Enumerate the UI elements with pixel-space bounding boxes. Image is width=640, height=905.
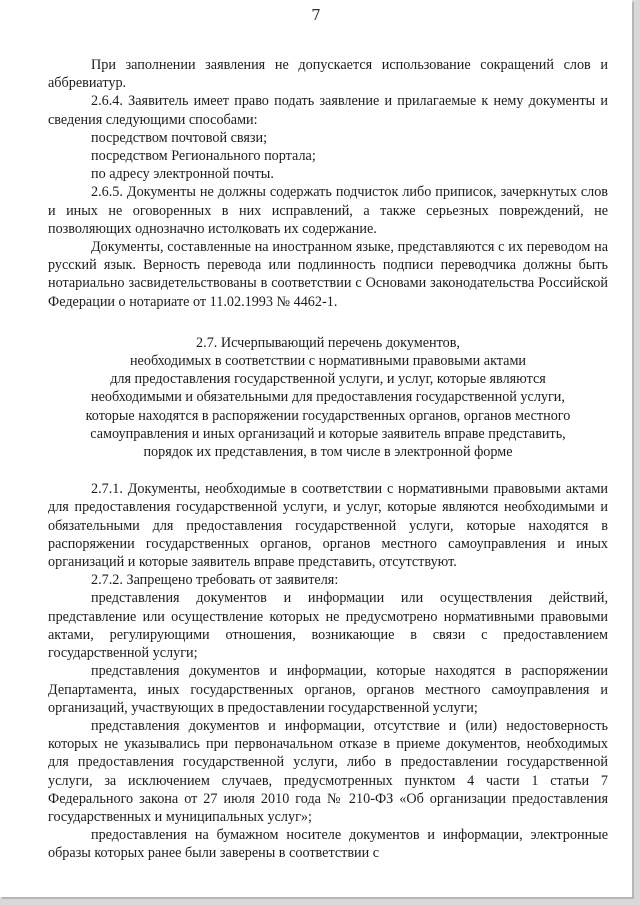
prohibition-item: представления документов и информации, отсутствие и (или) недостоверность которых не указывались при первоначальном отказе в приеме документов, необходимых для предоставления государственной услуги, либо в предоставлении государственной услуги, за исключением случаев, предусмотренных пунктом 4 части 1 статьи 7 Федерального закона от 27 июля 2010 года № 210-ФЗ «Об организации предоставления государственных и муниципальных услуг»; (48, 717, 608, 825)
heading-line: 2.7. Исчерпывающий перечень документов, (196, 334, 460, 351)
heading-line: необходимыми и обязательными для предоставления государственной услуги, (91, 389, 565, 406)
heading-line: для предоставления государственной услуги, и услуг, которые являются (110, 371, 546, 388)
page-number: 7 (311, 6, 321, 24)
heading-line: порядок их представления, в том числе в электронной форме (143, 444, 513, 461)
heading-line: которые находятся в распоряжении государственных органов, органов местного (85, 407, 571, 424)
paragraph-2-6-5: 2.6.5. Документы не должны содержать подчисток либо приписок, зачеркнутых слов и иных не оговоренных в них исправлений, а также серьезных повреждений, не позволяющих однозначно истолковать их содержание. (48, 184, 608, 237)
prohibition-item: представления документов и информации или осуществления действий, представление или осуществление которых не предусмотрено нормативными правовыми актами, регулирующими отношения, возникающие в связи с предоставлением государственной услуги; (48, 590, 608, 662)
prohibition-item: предоставления на бумажном носителе документов и информации, электронные образы которых ранее были заверены в соответствии с (48, 827, 608, 862)
method-regional-portal: посредством Регионального портала; (91, 148, 316, 165)
paragraph-2-7-1: 2.7.1. Документы, необходимые в соответствии с нормативными правовыми актами для предоставления государственной услуги, и услуг, которые являются необходимыми и обязательными для предоставления государственной услуги, которые находятся в распоряжении государственных органов, органов местного самоуправления и иных организаций и которые заявитель вправе представить, отсутствуют. (48, 481, 608, 571)
heading-line: необходимых в соответствии с нормативными правовыми актами (129, 353, 527, 370)
section-heading-2-7 (48, 334, 608, 461)
prohibition-item: представления документов и информации, которые находятся в распоряжении Департамента, иных государственных органов, органов местного самоуправления и организаций, участвующих в предоставлении государственной услуги; (48, 663, 608, 716)
heading-line: самоуправления и иных организаций и которые заявитель вправе представить, (90, 425, 566, 442)
paragraph-abbreviations: При заполнении заявления не допускается использование сокращений слов и аббревиатур. (48, 57, 608, 92)
paragraph-2-6-4: 2.6.4. Заявитель имеет право подать заявление и прилагаемые к нему документы и сведения следующими способами: (48, 93, 608, 128)
document-body (48, 56, 608, 863)
paragraph-foreign-language: Документы, составленные на иностранном языке, представляются с их переводом на русский язык. Верность перевода или подлинность подписи переводчика должны быть нотариально засвидетельствованы в соответствии с Основами законодательства Российской Федерации о нотариате от 11.02.1993 № 4462-1. (48, 239, 608, 310)
method-email: по адресу электронной почты. (91, 166, 274, 183)
paragraph-2-7-2: 2.7.2. Запрещено требовать от заявителя: (91, 572, 339, 589)
method-post: посредством почтовой связи; (91, 129, 268, 146)
